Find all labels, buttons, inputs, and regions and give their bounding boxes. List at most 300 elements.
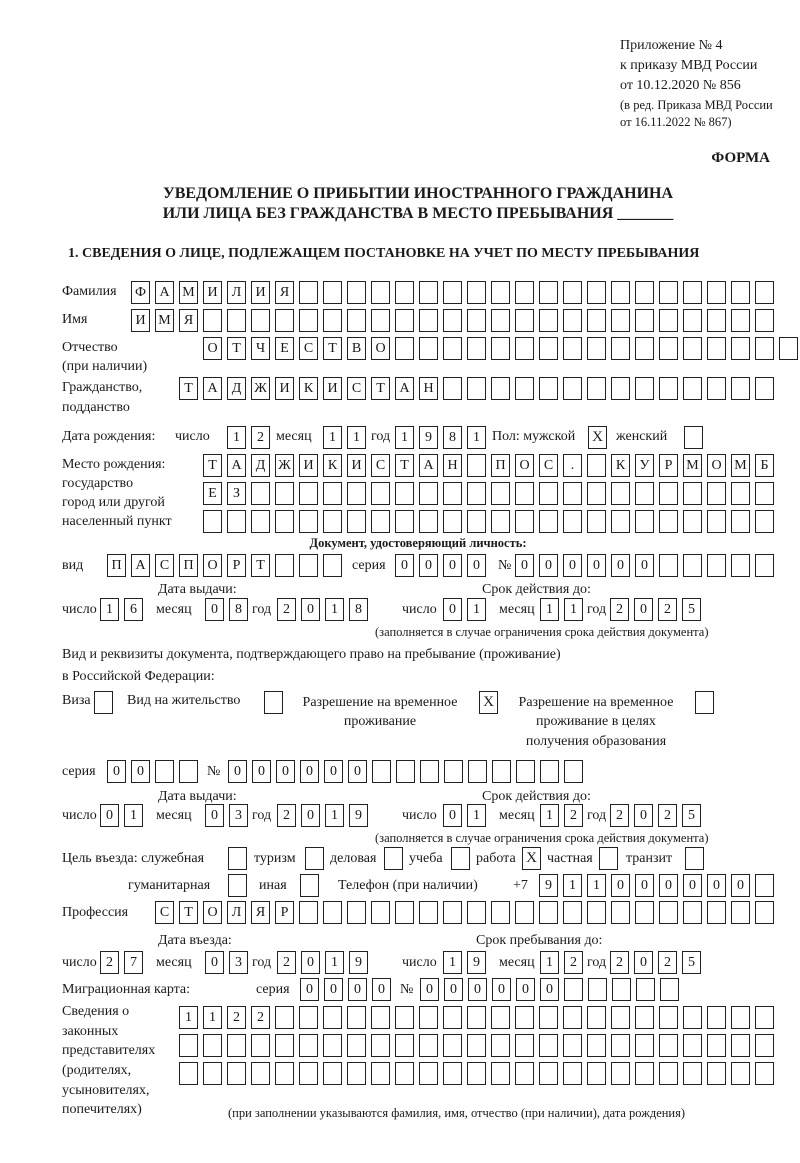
char-cell[interactable]: 1	[179, 1006, 198, 1029]
char-cell[interactable]	[731, 337, 750, 360]
char-cell[interactable]: 0	[324, 760, 343, 783]
char-cell[interactable]	[299, 482, 318, 505]
char-cell[interactable]	[707, 554, 726, 577]
visa-checkbox[interactable]	[94, 691, 113, 714]
char-cell[interactable]	[203, 1062, 222, 1085]
char-cell[interactable]	[635, 510, 654, 533]
char-cell[interactable]: 0	[131, 760, 150, 783]
char-cell[interactable]: 1	[203, 1006, 222, 1029]
char-cell[interactable]: А	[395, 377, 414, 400]
char-cell[interactable]: А	[227, 454, 246, 477]
char-cell[interactable]	[683, 901, 702, 924]
char-cell[interactable]	[419, 337, 438, 360]
char-cell[interactable]	[635, 1006, 654, 1029]
char-cell[interactable]: 0	[252, 760, 271, 783]
char-cell[interactable]	[227, 510, 246, 533]
char-cell[interactable]: .	[563, 454, 582, 477]
char-cell[interactable]	[755, 510, 774, 533]
char-cell[interactable]: 2	[564, 951, 583, 974]
char-cell[interactable]	[587, 309, 606, 332]
char-cell[interactable]: И	[347, 454, 366, 477]
char-cell[interactable]: 2	[610, 598, 629, 621]
char-cell[interactable]	[371, 1034, 390, 1057]
char-cell[interactable]	[203, 510, 222, 533]
char-cell[interactable]: 1	[325, 804, 344, 827]
char-cell[interactable]	[635, 901, 654, 924]
char-cell[interactable]	[731, 309, 750, 332]
char-cell[interactable]	[755, 554, 774, 577]
char-cell[interactable]: 2	[658, 951, 677, 974]
char-cell[interactable]: И	[203, 281, 222, 304]
char-cell[interactable]	[371, 482, 390, 505]
char-cell[interactable]: Я	[251, 901, 270, 924]
char-cell[interactable]: 0	[731, 874, 750, 897]
char-cell[interactable]	[707, 1062, 726, 1085]
char-cell[interactable]: 1	[325, 598, 344, 621]
char-cell[interactable]	[635, 1034, 654, 1057]
char-cell[interactable]	[491, 377, 510, 400]
char-cell[interactable]: 0	[205, 951, 224, 974]
char-cell[interactable]: К	[323, 454, 342, 477]
char-cell[interactable]	[659, 1034, 678, 1057]
char-cell[interactable]	[323, 1062, 342, 1085]
char-cell[interactable]	[755, 1062, 774, 1085]
char-cell[interactable]	[659, 1062, 678, 1085]
char-cell[interactable]	[755, 874, 774, 897]
char-cell[interactable]	[299, 554, 318, 577]
char-cell[interactable]	[491, 1006, 510, 1029]
char-cell[interactable]: 6	[124, 598, 143, 621]
char-cell[interactable]	[347, 510, 366, 533]
temp-residence-checkbox[interactable]: X	[479, 691, 498, 714]
char-cell[interactable]	[419, 1062, 438, 1085]
char-cell[interactable]	[491, 901, 510, 924]
char-cell[interactable]	[539, 482, 558, 505]
char-cell[interactable]: 2	[277, 804, 296, 827]
char-cell[interactable]	[491, 510, 510, 533]
char-cell[interactable]	[299, 281, 318, 304]
char-cell[interactable]	[539, 281, 558, 304]
char-cell[interactable]	[467, 482, 486, 505]
char-cell[interactable]	[491, 482, 510, 505]
char-cell[interactable]	[347, 1006, 366, 1029]
char-cell[interactable]: О	[203, 901, 222, 924]
char-cell[interactable]: 2	[610, 804, 629, 827]
char-cell[interactable]: 0	[634, 598, 653, 621]
char-cell[interactable]: 2	[277, 598, 296, 621]
char-cell[interactable]	[467, 1062, 486, 1085]
char-cell[interactable]	[755, 1006, 774, 1029]
char-cell[interactable]	[251, 510, 270, 533]
char-cell[interactable]: Т	[203, 454, 222, 477]
char-cell[interactable]: О	[515, 454, 534, 477]
char-cell[interactable]: 0	[301, 951, 320, 974]
char-cell[interactable]: 0	[443, 554, 462, 577]
char-cell[interactable]	[707, 1034, 726, 1057]
char-cell[interactable]: 0	[205, 804, 224, 827]
char-cell[interactable]: 0	[563, 554, 582, 577]
char-cell[interactable]: Д	[227, 377, 246, 400]
char-cell[interactable]: М	[683, 454, 702, 477]
char-cell[interactable]	[683, 309, 702, 332]
char-cell[interactable]: И	[131, 309, 150, 332]
char-cell[interactable]	[587, 1062, 606, 1085]
char-cell[interactable]	[587, 901, 606, 924]
char-cell[interactable]	[419, 281, 438, 304]
char-cell[interactable]	[755, 1034, 774, 1057]
char-cell[interactable]	[540, 760, 559, 783]
char-cell[interactable]	[635, 377, 654, 400]
char-cell[interactable]	[635, 281, 654, 304]
char-cell[interactable]: 5	[682, 951, 701, 974]
char-cell[interactable]: 3	[229, 951, 248, 974]
char-cell[interactable]: 0	[634, 804, 653, 827]
char-cell[interactable]: 0	[443, 804, 462, 827]
char-cell[interactable]	[347, 1034, 366, 1057]
char-cell[interactable]: 0	[611, 554, 630, 577]
char-cell[interactable]	[323, 281, 342, 304]
char-cell[interactable]: 0	[301, 804, 320, 827]
char-cell[interactable]	[588, 978, 607, 1001]
char-cell[interactable]	[203, 1034, 222, 1057]
char-cell[interactable]: 9	[539, 874, 558, 897]
char-cell[interactable]	[611, 510, 630, 533]
char-cell[interactable]: Б	[755, 454, 774, 477]
char-cell[interactable]: 1	[564, 598, 583, 621]
char-cell[interactable]: Т	[227, 337, 246, 360]
char-cell[interactable]	[683, 1006, 702, 1029]
char-cell[interactable]: Т	[251, 554, 270, 577]
char-cell[interactable]: 2	[100, 951, 119, 974]
char-cell[interactable]: 0	[468, 978, 487, 1001]
char-cell[interactable]	[659, 1006, 678, 1029]
char-cell[interactable]	[611, 901, 630, 924]
char-cell[interactable]	[299, 1062, 318, 1085]
char-cell[interactable]: И	[299, 454, 318, 477]
char-cell[interactable]: А	[131, 554, 150, 577]
char-cell[interactable]	[491, 337, 510, 360]
char-cell[interactable]: 0	[635, 874, 654, 897]
char-cell[interactable]: Т	[371, 377, 390, 400]
char-cell[interactable]	[491, 309, 510, 332]
char-cell[interactable]	[612, 978, 631, 1001]
char-cell[interactable]	[539, 309, 558, 332]
char-cell[interactable]	[611, 1062, 630, 1085]
char-cell[interactable]	[563, 337, 582, 360]
char-cell[interactable]: А	[155, 281, 174, 304]
char-cell[interactable]: Ж	[251, 377, 270, 400]
temp-residence-edu-checkbox[interactable]	[695, 691, 714, 714]
char-cell[interactable]	[515, 377, 534, 400]
char-cell[interactable]	[563, 377, 582, 400]
char-cell[interactable]	[467, 309, 486, 332]
char-cell[interactable]	[443, 1034, 462, 1057]
char-cell[interactable]	[731, 1006, 750, 1029]
char-cell[interactable]: 5	[682, 804, 701, 827]
char-cell[interactable]	[707, 281, 726, 304]
char-cell[interactable]	[635, 482, 654, 505]
char-cell[interactable]: 9	[467, 951, 486, 974]
char-cell[interactable]: 1	[467, 598, 486, 621]
char-cell[interactable]	[779, 337, 798, 360]
char-cell[interactable]	[587, 281, 606, 304]
char-cell[interactable]: 2	[251, 426, 270, 449]
char-cell[interactable]	[179, 760, 198, 783]
char-cell[interactable]	[563, 309, 582, 332]
char-cell[interactable]: 1	[100, 598, 119, 621]
char-cell[interactable]: И	[275, 377, 294, 400]
char-cell[interactable]	[299, 1034, 318, 1057]
char-cell[interactable]	[443, 482, 462, 505]
char-cell[interactable]: 1	[227, 426, 246, 449]
char-cell[interactable]	[659, 510, 678, 533]
char-cell[interactable]: 0	[100, 804, 119, 827]
char-cell[interactable]: К	[299, 377, 318, 400]
char-cell[interactable]: 1	[540, 598, 559, 621]
char-cell[interactable]	[395, 337, 414, 360]
char-cell[interactable]: Л	[227, 901, 246, 924]
char-cell[interactable]	[323, 482, 342, 505]
char-cell[interactable]	[371, 1006, 390, 1029]
char-cell[interactable]: 8	[229, 598, 248, 621]
char-cell[interactable]: В	[347, 337, 366, 360]
char-cell[interactable]	[323, 510, 342, 533]
char-cell[interactable]: Ж	[275, 454, 294, 477]
char-cell[interactable]	[179, 1034, 198, 1057]
char-cell[interactable]	[443, 281, 462, 304]
char-cell[interactable]	[515, 1034, 534, 1057]
char-cell[interactable]: И	[323, 377, 342, 400]
char-cell[interactable]: 2	[658, 804, 677, 827]
char-cell[interactable]	[683, 1062, 702, 1085]
char-cell[interactable]	[299, 1006, 318, 1029]
char-cell[interactable]	[395, 901, 414, 924]
char-cell[interactable]: 2	[227, 1006, 246, 1029]
char-cell[interactable]	[491, 281, 510, 304]
char-cell[interactable]	[587, 1006, 606, 1029]
char-cell[interactable]: 0	[587, 554, 606, 577]
char-cell[interactable]: О	[371, 337, 390, 360]
char-cell[interactable]	[539, 337, 558, 360]
char-cell[interactable]	[516, 760, 535, 783]
char-cell[interactable]	[563, 482, 582, 505]
purpose-transit-checkbox[interactable]	[685, 847, 704, 870]
char-cell[interactable]: 2	[277, 951, 296, 974]
char-cell[interactable]	[707, 1006, 726, 1029]
char-cell[interactable]	[707, 309, 726, 332]
purpose-official-checkbox[interactable]	[228, 847, 247, 870]
char-cell[interactable]: 2	[610, 951, 629, 974]
residence-permit-checkbox[interactable]	[264, 691, 283, 714]
char-cell[interactable]	[251, 1062, 270, 1085]
char-cell[interactable]	[323, 309, 342, 332]
char-cell[interactable]	[251, 482, 270, 505]
char-cell[interactable]	[275, 554, 294, 577]
char-cell[interactable]: Е	[275, 337, 294, 360]
char-cell[interactable]: П	[179, 554, 198, 577]
char-cell[interactable]	[731, 510, 750, 533]
char-cell[interactable]: 1	[563, 874, 582, 897]
char-cell[interactable]: Ч	[251, 337, 270, 360]
char-cell[interactable]: 0	[419, 554, 438, 577]
char-cell[interactable]	[659, 554, 678, 577]
char-cell[interactable]: 2	[658, 598, 677, 621]
char-cell[interactable]	[539, 901, 558, 924]
char-cell[interactable]	[731, 554, 750, 577]
char-cell[interactable]	[395, 482, 414, 505]
char-cell[interactable]: Д	[251, 454, 270, 477]
char-cell[interactable]: С	[299, 337, 318, 360]
purpose-humanitarian-checkbox[interactable]	[228, 874, 247, 897]
char-cell[interactable]	[683, 377, 702, 400]
char-cell[interactable]: 0	[348, 760, 367, 783]
char-cell[interactable]: 1	[540, 951, 559, 974]
char-cell[interactable]: 1	[467, 426, 486, 449]
char-cell[interactable]	[419, 1034, 438, 1057]
char-cell[interactable]: А	[419, 454, 438, 477]
char-cell[interactable]: 1	[347, 426, 366, 449]
char-cell[interactable]	[275, 510, 294, 533]
char-cell[interactable]	[563, 901, 582, 924]
char-cell[interactable]	[611, 281, 630, 304]
char-cell[interactable]: 0	[420, 978, 439, 1001]
char-cell[interactable]	[515, 337, 534, 360]
char-cell[interactable]	[731, 1062, 750, 1085]
char-cell[interactable]	[396, 760, 415, 783]
char-cell[interactable]	[155, 760, 174, 783]
char-cell[interactable]: 0	[300, 978, 319, 1001]
char-cell[interactable]	[755, 337, 774, 360]
char-cell[interactable]	[467, 901, 486, 924]
char-cell[interactable]	[347, 901, 366, 924]
char-cell[interactable]	[419, 510, 438, 533]
char-cell[interactable]	[468, 760, 487, 783]
char-cell[interactable]: Н	[443, 454, 462, 477]
char-cell[interactable]	[707, 510, 726, 533]
char-cell[interactable]: Л	[227, 281, 246, 304]
char-cell[interactable]	[275, 1034, 294, 1057]
char-cell[interactable]	[275, 1006, 294, 1029]
char-cell[interactable]: 0	[634, 951, 653, 974]
char-cell[interactable]	[323, 901, 342, 924]
char-cell[interactable]	[347, 1062, 366, 1085]
char-cell[interactable]: 3	[229, 804, 248, 827]
char-cell[interactable]	[467, 1006, 486, 1029]
char-cell[interactable]: 0	[467, 554, 486, 577]
char-cell[interactable]: 0	[348, 978, 367, 1001]
char-cell[interactable]	[563, 510, 582, 533]
char-cell[interactable]: 8	[443, 426, 462, 449]
char-cell[interactable]: Р	[275, 901, 294, 924]
char-cell[interactable]: Н	[419, 377, 438, 400]
char-cell[interactable]	[347, 309, 366, 332]
char-cell[interactable]	[587, 377, 606, 400]
char-cell[interactable]: 0	[228, 760, 247, 783]
char-cell[interactable]	[707, 901, 726, 924]
char-cell[interactable]	[731, 281, 750, 304]
char-cell[interactable]: И	[251, 281, 270, 304]
char-cell[interactable]	[635, 337, 654, 360]
char-cell[interactable]	[419, 901, 438, 924]
purpose-private-checkbox[interactable]	[599, 847, 618, 870]
char-cell[interactable]	[611, 377, 630, 400]
char-cell[interactable]: 1	[395, 426, 414, 449]
char-cell[interactable]	[683, 337, 702, 360]
char-cell[interactable]	[371, 309, 390, 332]
char-cell[interactable]	[299, 309, 318, 332]
char-cell[interactable]: 0	[324, 978, 343, 1001]
char-cell[interactable]	[587, 1034, 606, 1057]
char-cell[interactable]	[395, 309, 414, 332]
sex-male-checkbox[interactable]: X	[588, 426, 607, 449]
char-cell[interactable]	[395, 281, 414, 304]
char-cell[interactable]	[755, 281, 774, 304]
char-cell[interactable]	[683, 1034, 702, 1057]
sex-female-checkbox[interactable]	[684, 426, 703, 449]
char-cell[interactable]	[635, 1062, 654, 1085]
char-cell[interactable]	[443, 377, 462, 400]
char-cell[interactable]: 0	[707, 874, 726, 897]
char-cell[interactable]	[443, 1006, 462, 1029]
char-cell[interactable]	[731, 482, 750, 505]
char-cell[interactable]: 9	[349, 804, 368, 827]
char-cell[interactable]	[587, 337, 606, 360]
char-cell[interactable]	[539, 1034, 558, 1057]
char-cell[interactable]	[539, 1062, 558, 1085]
char-cell[interactable]	[683, 510, 702, 533]
char-cell[interactable]	[275, 309, 294, 332]
char-cell[interactable]: Т	[179, 901, 198, 924]
char-cell[interactable]	[707, 337, 726, 360]
char-cell[interactable]	[419, 1006, 438, 1029]
char-cell[interactable]: 0	[516, 978, 535, 1001]
char-cell[interactable]	[275, 1062, 294, 1085]
char-cell[interactable]	[731, 901, 750, 924]
char-cell[interactable]: 0	[205, 598, 224, 621]
char-cell[interactable]: 0	[492, 978, 511, 1001]
char-cell[interactable]	[467, 377, 486, 400]
char-cell[interactable]	[443, 1062, 462, 1085]
char-cell[interactable]: М	[179, 281, 198, 304]
char-cell[interactable]	[611, 482, 630, 505]
char-cell[interactable]	[539, 510, 558, 533]
char-cell[interactable]	[443, 309, 462, 332]
purpose-work-checkbox[interactable]: X	[522, 847, 541, 870]
purpose-study-checkbox[interactable]	[451, 847, 470, 870]
char-cell[interactable]	[227, 309, 246, 332]
char-cell[interactable]	[515, 1006, 534, 1029]
char-cell[interactable]	[611, 309, 630, 332]
char-cell[interactable]: М	[155, 309, 174, 332]
char-cell[interactable]: Я	[179, 309, 198, 332]
char-cell[interactable]	[683, 554, 702, 577]
char-cell[interactable]	[611, 1006, 630, 1029]
char-cell[interactable]: 2	[251, 1006, 270, 1029]
char-cell[interactable]: 1	[124, 804, 143, 827]
char-cell[interactable]	[659, 482, 678, 505]
char-cell[interactable]	[659, 337, 678, 360]
char-cell[interactable]: Е	[203, 482, 222, 505]
char-cell[interactable]	[635, 309, 654, 332]
char-cell[interactable]: 0	[611, 874, 630, 897]
char-cell[interactable]: 0	[635, 554, 654, 577]
char-cell[interactable]	[491, 1062, 510, 1085]
char-cell[interactable]: У	[635, 454, 654, 477]
char-cell[interactable]: Т	[179, 377, 198, 400]
char-cell[interactable]	[539, 1006, 558, 1029]
char-cell[interactable]	[227, 1034, 246, 1057]
char-cell[interactable]: А	[203, 377, 222, 400]
